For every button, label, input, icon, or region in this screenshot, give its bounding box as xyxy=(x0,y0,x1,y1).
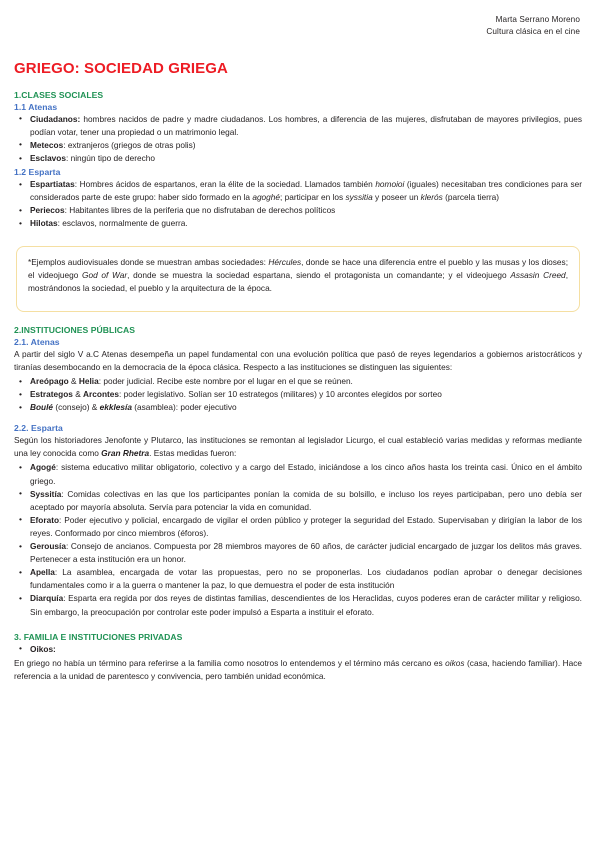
list-item-term: Arcontes xyxy=(83,389,120,400)
callout-text-part: , donde se hace una diferencia entre el pueblo y las musas y los dioses; el videojuego xyxy=(28,256,568,280)
list-esparta-clases xyxy=(14,178,582,230)
list-item-text: : Hombres ácidos de espartanos, eran la élite de la sociedad. Llamados también xyxy=(74,179,376,190)
paragraph-part: En griego no había un término para referirse a la familia como nosotros lo entendemos y el término más cercano es xyxy=(14,657,446,668)
list-item xyxy=(14,461,582,487)
callout-text-part: , donde se muestra la sociedad espartana, siendo el protagonista un comandante; y el videojuego xyxy=(127,269,511,280)
list-item-text: : ningún tipo de derecho xyxy=(65,153,156,164)
list-item-term: Periecos xyxy=(30,205,65,216)
list-item xyxy=(14,388,582,401)
list-item-term: ekklesía xyxy=(99,402,132,413)
list-item-term: Espartiatas xyxy=(30,179,75,190)
list-item-text: (iguales) necesitaban tres condiciones para ser considerados parte de este grupo: haber sido formado en la xyxy=(30,179,582,203)
list-item xyxy=(14,375,582,388)
list-item xyxy=(14,152,582,165)
list-item-text: : Esparta era regida por dos reyes de distintas familias, descendientes de los Heraclidas, cuyos poderes eran de carácter militar y religioso. Sin embargo, la preocupación por controlar este poder impulsó a Esparta a instituir el eforato. xyxy=(30,593,582,617)
subsection-heading-1-1: 1.1 Atenas xyxy=(14,101,58,112)
list-esparta-instituciones xyxy=(14,461,582,618)
list-item-term: Metecos xyxy=(30,139,64,150)
list-familia xyxy=(14,643,582,656)
subsection-heading-1-2: 1.2 Esparta xyxy=(14,167,61,178)
term-syssitia: syssitia xyxy=(345,192,373,203)
paragraph-atenas-instituciones: A partir del siglo V a.C Atenas desempeña un papel fundamental con una evolución política que pasó de reyes legendarios a gobiernos aristocráticos y tiranías desembocando en la democracia de la época clásica. Respecto a las instituciones se distinguen las siguientes: xyxy=(14,348,582,372)
page-title: GRIEGO: SOCIEDAD GRIEGA xyxy=(14,59,228,77)
paragraph-part: Según los historiadores Jenofonte y Plutarco, las instituciones se remontan al legislador Licurgo, el cual estableció varias medidas y reformas mediante una ley conocida como xyxy=(14,435,582,459)
list-item-text: : esclavos, normalmente de guerra. xyxy=(57,218,188,229)
term-kleros: klerós xyxy=(420,192,443,203)
title-hercules: Hércules xyxy=(268,256,302,267)
list-item-term: Oikos: xyxy=(30,643,56,654)
list-item-text: : poder judicial. Recibe este nombre por el lugar en el que se reúnen. xyxy=(98,376,353,386)
list-item-term: Helia xyxy=(78,376,99,386)
section-heading-2: 2.INSTITUCIONES PÚBLICAS xyxy=(14,324,136,335)
list-atenas-clases xyxy=(14,113,582,165)
list-item xyxy=(14,514,582,540)
header-author: Marta Serrano Moreno xyxy=(495,15,580,24)
document-header xyxy=(12,14,588,38)
list-item xyxy=(14,178,582,204)
list-item-text: & xyxy=(72,389,84,400)
list-item-text: : sistema educativo militar obligatorio, colectivo y a cargo del Estado, iniciándose a los cinco años hasta los treinta casi. Único en el ámbito griego. xyxy=(30,462,582,486)
paragraph-oikos xyxy=(14,657,582,683)
list-item-term: Eforato xyxy=(30,514,60,525)
subsection-heading-2-2: 2.2. Esparta xyxy=(14,423,63,434)
callout-text-part: , mostrándonos la sociedad, el pueblo y la arquitectura de la época. xyxy=(28,269,568,293)
list-item-text: : extranjeros (griegos de otras polis) xyxy=(63,139,196,150)
list-item-text: : Comidas colectivas en las que los participantes ponían la comida de su bolsillo, e incluso los reyes participaban, pero uno debía ser aceptado por mayoría absoluta. Servía para potenciar la vida en comunidad. xyxy=(30,488,582,512)
header-course: Cultura clásica en el cine xyxy=(486,26,580,36)
list-item-term: Hilotas xyxy=(30,218,58,229)
list-item-term: Areópago xyxy=(30,376,69,386)
list-item xyxy=(14,592,582,618)
term-oikos: oikos xyxy=(445,657,465,668)
list-item xyxy=(14,643,582,656)
list-item-text: y poseer un xyxy=(372,192,421,203)
callout-text-part: *Ejemplos audiovisuales donde se muestran ambas sociedades: xyxy=(28,256,269,267)
list-item-text: : Consejo de ancianos. Compuesta por 28 miembros mayores de 60 años, de carácter judicial encargado de juzgar los delitos más graves. Pertenecer a esta institución era un honor. xyxy=(30,541,582,565)
paragraph-part: . Estas medidas fueron: xyxy=(149,448,237,459)
term-homoioi: homoioi xyxy=(375,179,405,190)
paragraph-esparta-instituciones xyxy=(14,434,582,460)
section-heading-1: 1.CLASES SOCIALES xyxy=(14,89,104,100)
list-item-text: hombres nacidos de padre y madre ciudadanos. Los hombres, a diferencia de las mujeres, disfrutaban de mayores privilegios, pues podían votar, tener una propiedad o un matrimonio legal. xyxy=(30,113,582,137)
list-item-text: (consejo) & xyxy=(53,402,100,413)
term-gran-rhetra: Gran Rhetra xyxy=(101,448,150,459)
callout-box-examples xyxy=(16,246,580,312)
list-item-term: Agogé xyxy=(30,462,56,473)
list-item xyxy=(14,204,582,217)
list-item xyxy=(14,566,582,592)
subsection-heading-2-1: 2.1. Atenas xyxy=(14,336,60,347)
list-item-term: Diarquía xyxy=(30,593,64,604)
list-item-text: : La asamblea, encargada de votar las propuestas, pero no se proponerlas. Los ciudadanos podían aprobar o denegar decisiones fundamentales como ir a la guerra o mantener la paz, lo que demuestra el poder de esta institución xyxy=(30,567,582,591)
list-item xyxy=(14,217,582,230)
list-item xyxy=(14,113,582,139)
term-agoghe: agoghé xyxy=(252,192,281,203)
list-item-text: & xyxy=(68,376,79,386)
list-item-text: : Poder ejecutivo y policial, encargado de vigilar el orden público y proteger la seguridad del Estado. Supervisaban y dirigían la labor de los reyes. Conformado por cinco miembros (éforos). xyxy=(30,514,582,538)
list-item xyxy=(14,401,582,414)
callout-text xyxy=(28,256,568,295)
list-item-term: Esclavos xyxy=(30,153,66,164)
list-item-text: ; participar en los xyxy=(280,192,346,203)
list-item-term: Boulé xyxy=(30,402,54,413)
list-item xyxy=(14,540,582,566)
list-item-text: (asamblea): poder ejecutivo xyxy=(131,402,237,413)
list-item-term: Gerousía xyxy=(30,541,66,552)
list-item-text: : poder legislativo. Solían ser 10 estrategos (militares) y 10 arcontes elegidos por sorteo xyxy=(119,389,442,400)
section-heading-3: 3. FAMILIA E INSTITUCIONES PRIVADAS xyxy=(14,631,183,642)
list-item-term: Syssitía xyxy=(30,488,62,499)
list-item-term: Ciudadanos: xyxy=(30,113,81,124)
list-atenas-instituciones xyxy=(14,375,582,414)
spacer xyxy=(12,414,588,421)
title-god-of-war: God of War xyxy=(82,269,128,280)
list-item xyxy=(14,488,582,514)
list-item-term: Apella xyxy=(30,567,55,578)
list-item-term: Estrategos xyxy=(30,389,73,400)
paragraph-part: (casa, haciendo familiar). Hace referencia a la unidad de parentesco y convivencia, pero también unidad económica. xyxy=(14,657,582,681)
list-item-text: : Habitantes libres de la periferia que no disfrutaban de derechos políticos xyxy=(64,205,336,216)
list-item xyxy=(14,139,582,152)
title-assasin-creed: Assasin Creed xyxy=(510,269,566,280)
list-item-text: (parcela tierra) xyxy=(442,192,500,203)
